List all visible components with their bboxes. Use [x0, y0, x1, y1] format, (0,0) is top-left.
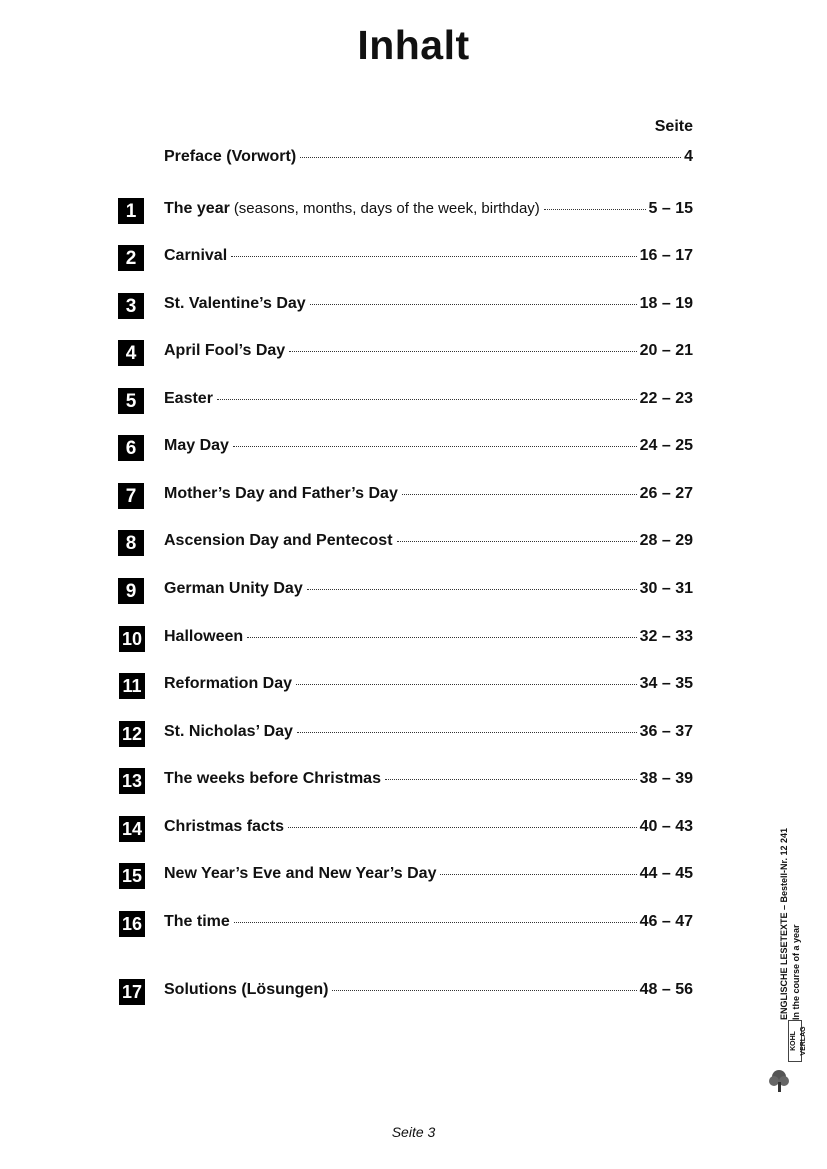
chapter-number-badge: 5	[118, 388, 144, 414]
chapter-number-badge: 7	[118, 483, 144, 509]
toc-entry	[164, 390, 693, 408]
entry-pages: 16 – 17	[639, 247, 693, 264]
toc-row[interactable]	[0, 979, 827, 1005]
toc-row[interactable]	[0, 435, 827, 461]
toc-entry	[164, 532, 693, 550]
page-footer: Seite 3	[391, 1124, 436, 1140]
toc-row[interactable]	[0, 483, 827, 509]
toc-entry	[164, 628, 693, 646]
toc-row[interactable]	[0, 578, 827, 604]
chapter-number-badge: 9	[118, 578, 144, 604]
chapter-number-badge: 1	[118, 198, 144, 224]
toc-row[interactable]	[0, 293, 827, 319]
entry-label: April Fool’s Day	[164, 342, 286, 359]
publisher-name: KOHL VERLAG	[788, 1020, 802, 1062]
entry-label: St. Nicholas’ Day	[164, 723, 293, 740]
entry-label: Preface (Vorwort)	[164, 148, 297, 165]
chapter-number-badge: 4	[118, 340, 144, 366]
dot-leader	[385, 779, 637, 780]
toc-row[interactable]	[0, 530, 827, 556]
entry-pages: 20 – 21	[639, 342, 693, 359]
dot-leader	[296, 684, 637, 685]
entry-pages: 38 – 39	[639, 770, 693, 787]
entry-pages: 4	[684, 148, 693, 165]
entry-label: Easter	[164, 390, 213, 407]
chapter-number-badge: 2	[118, 245, 144, 271]
toc-entry	[164, 295, 693, 313]
dot-leader	[440, 874, 636, 875]
series-title: ENGLISCHE LESETEXTE – Bestell-Nr. 12 241	[779, 827, 789, 1020]
toc-row[interactable]	[0, 626, 827, 652]
dot-leader	[310, 304, 637, 305]
toc-row[interactable]	[0, 340, 827, 366]
toc-row[interactable]	[0, 721, 827, 747]
toc-entry	[164, 580, 693, 598]
toc-entry	[164, 913, 693, 931]
entry-pages: 48 – 56	[639, 981, 693, 998]
toc-row[interactable]	[0, 198, 827, 224]
toc-entry	[164, 148, 693, 166]
chapter-number-badge: 3	[118, 293, 144, 319]
dot-leader	[234, 922, 637, 923]
toc-entry	[164, 723, 693, 741]
entry-label: St. Valentine’s Day	[164, 295, 306, 312]
series-subtitle: In the course of a year	[791, 924, 801, 1020]
dot-leader	[231, 256, 636, 257]
entry-label: Christmas facts	[164, 818, 285, 835]
entry-label: The weeks before Christmas	[164, 770, 381, 787]
page-column-header: Seite	[654, 118, 693, 135]
chapter-number-badge: 17	[119, 979, 145, 1005]
dot-leader	[397, 541, 637, 542]
dot-leader	[297, 732, 637, 733]
chapter-number-badge: 10	[119, 626, 145, 652]
entry-pages: 28 – 29	[639, 532, 693, 549]
dot-leader	[233, 446, 637, 447]
chapter-number-badge: 16	[119, 911, 145, 937]
entry-pages: 32 – 33	[639, 628, 693, 645]
chapter-number-badge: 6	[118, 435, 144, 461]
dot-leader	[402, 494, 637, 495]
toc-row[interactable]	[0, 388, 827, 414]
entry-pages: 5 – 15	[648, 200, 693, 217]
toc-row[interactable]	[0, 863, 827, 889]
entry-label: The time	[164, 913, 230, 930]
toc-entry	[164, 200, 693, 218]
dot-leader	[288, 827, 637, 828]
entry-pages: 26 – 27	[639, 485, 693, 502]
preface-row[interactable]	[0, 146, 827, 172]
chapter-number-badge: 11	[119, 673, 145, 699]
entry-label: The year	[164, 200, 230, 217]
toc-entry	[164, 981, 693, 999]
entry-label: Carnival	[164, 247, 228, 264]
dot-leader	[544, 209, 646, 210]
entry-label: Ascension Day and Pentecost	[164, 532, 393, 549]
toc-entry	[164, 342, 693, 360]
entry-label: German Unity Day	[164, 580, 303, 597]
chapter-number-badge: 13	[119, 768, 145, 794]
toc-entry	[164, 675, 693, 693]
toc-entry	[164, 437, 693, 455]
entry-pages: 40 – 43	[639, 818, 693, 835]
dot-leader	[247, 637, 636, 638]
entry-pages: 18 – 19	[639, 295, 693, 312]
toc-row[interactable]	[0, 673, 827, 699]
chapter-number-badge: 14	[119, 816, 145, 842]
entry-pages: 44 – 45	[639, 865, 693, 882]
entry-label: Solutions (Lösungen)	[164, 981, 329, 998]
dot-leader	[217, 399, 637, 400]
entry-pages: 46 – 47	[639, 913, 693, 930]
dot-leader	[332, 990, 636, 991]
toc-row[interactable]	[0, 816, 827, 842]
toc-entry	[164, 247, 693, 265]
toc-entry	[164, 770, 693, 788]
entry-pages: 30 – 31	[639, 580, 693, 597]
entry-label: Mother’s Day and Father’s Day	[164, 485, 398, 502]
chapter-number-badge: 8	[118, 530, 144, 556]
series-info	[778, 780, 827, 1020]
entry-label: New Year’s Eve and New Year’s Day	[164, 865, 437, 882]
entry-pages: 22 – 23	[639, 390, 693, 407]
dot-leader	[307, 589, 637, 590]
page-title: Inhalt	[357, 22, 470, 68]
toc-entry	[164, 818, 693, 836]
toc-row[interactable]	[0, 768, 827, 794]
entry-label: May Day	[164, 437, 229, 454]
tree-logo-icon	[768, 1068, 790, 1094]
entry-pages: 34 – 35	[639, 675, 693, 692]
entry-subtitle: (seasons, months, days of the week, birthday)	[233, 200, 540, 217]
dot-leader	[300, 157, 681, 158]
entry-label: Halloween	[164, 628, 244, 645]
toc-entry	[164, 485, 693, 503]
dot-leader	[289, 351, 636, 352]
toc-row[interactable]	[0, 245, 827, 271]
entry-pages: 24 – 25	[639, 437, 693, 454]
toc-entry	[164, 865, 693, 883]
chapter-number-badge: 12	[119, 721, 145, 747]
toc-row[interactable]	[0, 911, 827, 937]
entry-label: Reformation Day	[164, 675, 293, 692]
entry-pages: 36 – 37	[639, 723, 693, 740]
chapter-number-badge: 15	[119, 863, 145, 889]
